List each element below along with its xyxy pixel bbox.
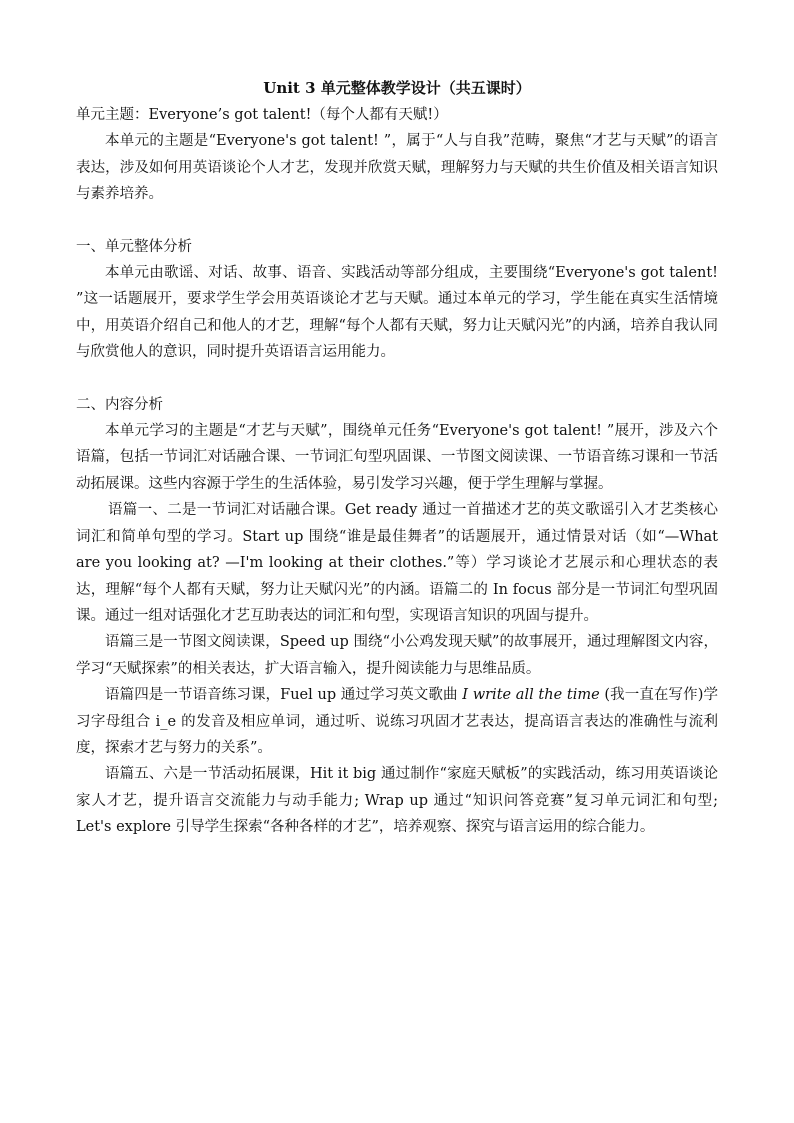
text-four-intro: 语篇四是一节语音练习课，Fuel up 通过学习英文歌曲 xyxy=(105,687,463,704)
texts-one-two-paragraph: 语篇一、二是一节词汇对话融合课。Get ready 通过一首描述才艺的英文歌谣引入才艺类核心词汇和简单句型的学习。Start up 围绕“谁是最佳舞者”的话题展开，通过情景对话（如“—What are you looking at? —I'm looking at their clothes.”等）学习谈论才艺展示和心理状态的表达，理解“每个人都有天赋，努力让天赋闪光”的内涵。语篇二的 In focus 部分是一节词汇句型巩固课。通过一组对话强化才艺互助表达的词汇和句型，实现语言知识的巩固与提升。 xyxy=(76,502,718,624)
intro-paragraph: 本单元的主题是“Everyone's got talent! ”，属于“人与自我”范畴，聚焦“才艺与天赋”的语言表达，涉及如何用英语谈论个人才艺，发现并欣赏天赋，理解努力与天赋的共生价值及相关语言知识与素养培养。 xyxy=(76,133,718,203)
text-three-paragraph: 语篇三是一节图文阅读课，Speed up 围绕“小公鸡发现天赋”的故事展开，通过理解图文内容，学习“天赋探索”的相关表达，扩大语言输入，提升阅读能力与思维品质。 xyxy=(76,634,718,677)
text-four-rest: (我一直在写作)学习字母组合 i_e 的发音及相应单词，通过听、说练习巩固才艺表达，提高语言表达的准确性与流利度，探索才艺与努力的关系”。 xyxy=(76,687,718,756)
song-title: I write all the time xyxy=(462,687,600,704)
document-title: Unit 3 单元整体教学设计（共五课时） xyxy=(263,79,531,97)
unit-theme-line: 单元主题：Everyone’s got talent!（每个人都有天赋!） xyxy=(76,107,448,123)
texts-five-six-paragraph: 语篇五、六是一节活动拓展课，Hit it big 通过制作“家庭天赋板”的实践活动，练习用英语谈论家人才艺，提升语言交流能力与动手能力; Wrap up 通过“知识问答竞赛”复习单元词汇和句型; Let's explore 引导学生探索“各种各样的才艺”，培养观察、探究与语言运用的综合能力。 xyxy=(76,766,718,836)
section-heading-content-analysis: 二、内容分析 xyxy=(76,396,163,413)
content-analysis-paragraph: 本单元学习的主题是“才艺与天赋”，围绕单元任务“Everyone's got talent! ”展开，涉及六个语篇，包括一节词汇对话融合课、一节词汇句型巩固课、一节图文阅读课、一节语音练习课和一节活动拓展课。这些内容源于学生的生活体验，易引发学习兴趣，便于学生理解与掌握。 xyxy=(76,423,718,492)
unit-analysis-paragraph: 本单元由歌谣、对话、故事、语音、实践活动等部分组成，主要围绕“Everyone's got talent! ”这一话题展开，要求学生学会用英语谈论才艺与天赋。通过本单元的学习，学生能在真实生活情境中，用英语介绍自己和他人的才艺，理解“每个人都有天赋，努力让天赋闪光”的内涵，培养自我认同与欣赏他人的意识，同时提升英语语言运用能力。 xyxy=(76,265,718,361)
text-four-paragraph xyxy=(76,682,718,761)
section-heading-unit-analysis: 一、单元整体分析 xyxy=(76,238,192,255)
